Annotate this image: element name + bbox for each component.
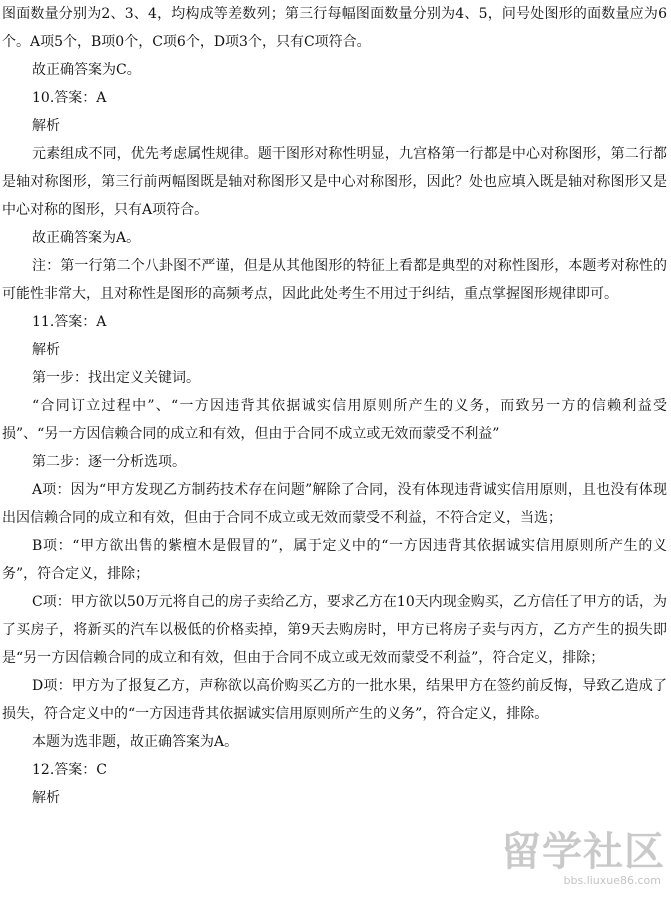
watermark-url: bbs.liuxue86.com [563, 874, 661, 887]
q11-option-b: B项：“甲方欲出售的紫檀木是假冒的”，属于定义中的“一方因违背其依据诚实信用原则所产生的义务”，符合定义，排除； [2, 538, 667, 582]
q10-answer-heading: 10.答案：A [32, 90, 107, 106]
q11-keywords: “合同订立过程中”、“一方因违背其依据诚实信用原则所产生的义务，而致另一方的信赖利益受损”、“另一方因信赖合同的成立和有效，但由于合同不成立或无效而蒙受不利益” [2, 398, 667, 442]
q11-conclusion: 本题为选非题，故正确答案为A。 [32, 734, 239, 750]
q11-answer-heading: 11.答案：A [32, 314, 107, 330]
q11-option-c: C项：甲方欲以50万元将自己的房子卖给乙方，要求乙方在10天内现金购买，乙方信任了甲方的话，为了买房子，将新买的汽车以极低的价格卖掉，第9天去购房时，甲方已将房子卖与丙方，乙方产生的损失即是“另一方因信赖合同的成立和有效，但由于合同不成立或无效而蒙受不利益”，符合定义，排除； [2, 594, 667, 666]
q11-step-one: 第一步：找出定义关键词。 [32, 370, 200, 386]
site-watermark [495, 830, 665, 894]
q11-option-d: D项：甲方为了报复乙方，声称欲以高价购买乙方的一批水果，结果甲方在签约前反悔，导致乙造成了损失，符合定义中的“一方因违背其依据诚实信用原则所产生的义务”，符合定义，排除。 [2, 678, 667, 722]
q12-analysis-label: 解析 [32, 790, 60, 806]
paragraph-q9-answer: 故正确答案为C。 [32, 62, 141, 78]
q11-option-a: A项：因为“甲方发现乙方制药技术存在问题”解除了合同，没有体现违背诚实信用原则，且也没有体现出因信赖合同的成立和有效，但由于合同不成立或无效而蒙受不利益，不符合定义，当选； [2, 482, 667, 526]
q11-analysis-label: 解析 [32, 342, 60, 358]
q10-conclusion: 故正确答案为A。 [32, 230, 141, 246]
q12-answer-heading: 12.答案：C [32, 762, 107, 778]
q10-analysis-label: 解析 [32, 118, 60, 134]
q10-note: 注：第一行第二个八卦图不严谨，但是从其他图形的特征上看都是典型的对称性图形，本题考对称性的可能性非常大，且对称性是图形的高频考点，因此此处考生不用过于纠结，重点掌握图形规律即可。 [2, 258, 667, 302]
q10-analysis-text: 元素组成不同，优先考虑属性规律。题干图形对称性明显，九宫格第一行都是中心对称图形，第二行都是轴对称图形，第三行前两幅图既是轴对称图形又是中心对称图形，因此？处也应填入既是轴对称图形又是中心对称的图形，只有A项符合。 [2, 146, 667, 218]
q11-step-two: 第二步：逐一分析选项。 [32, 454, 186, 470]
watermark-logo-text: 留学社区 [501, 829, 665, 875]
paragraph-q9-continued: 图面数量分别为2、3、4，均构成等差数列；第三行每幅图面数量分别为4、5，问号处图形的面数量应为6个。A项5个，B项0个，C项6个，D项3个，只有C项符合。 [2, 6, 667, 50]
